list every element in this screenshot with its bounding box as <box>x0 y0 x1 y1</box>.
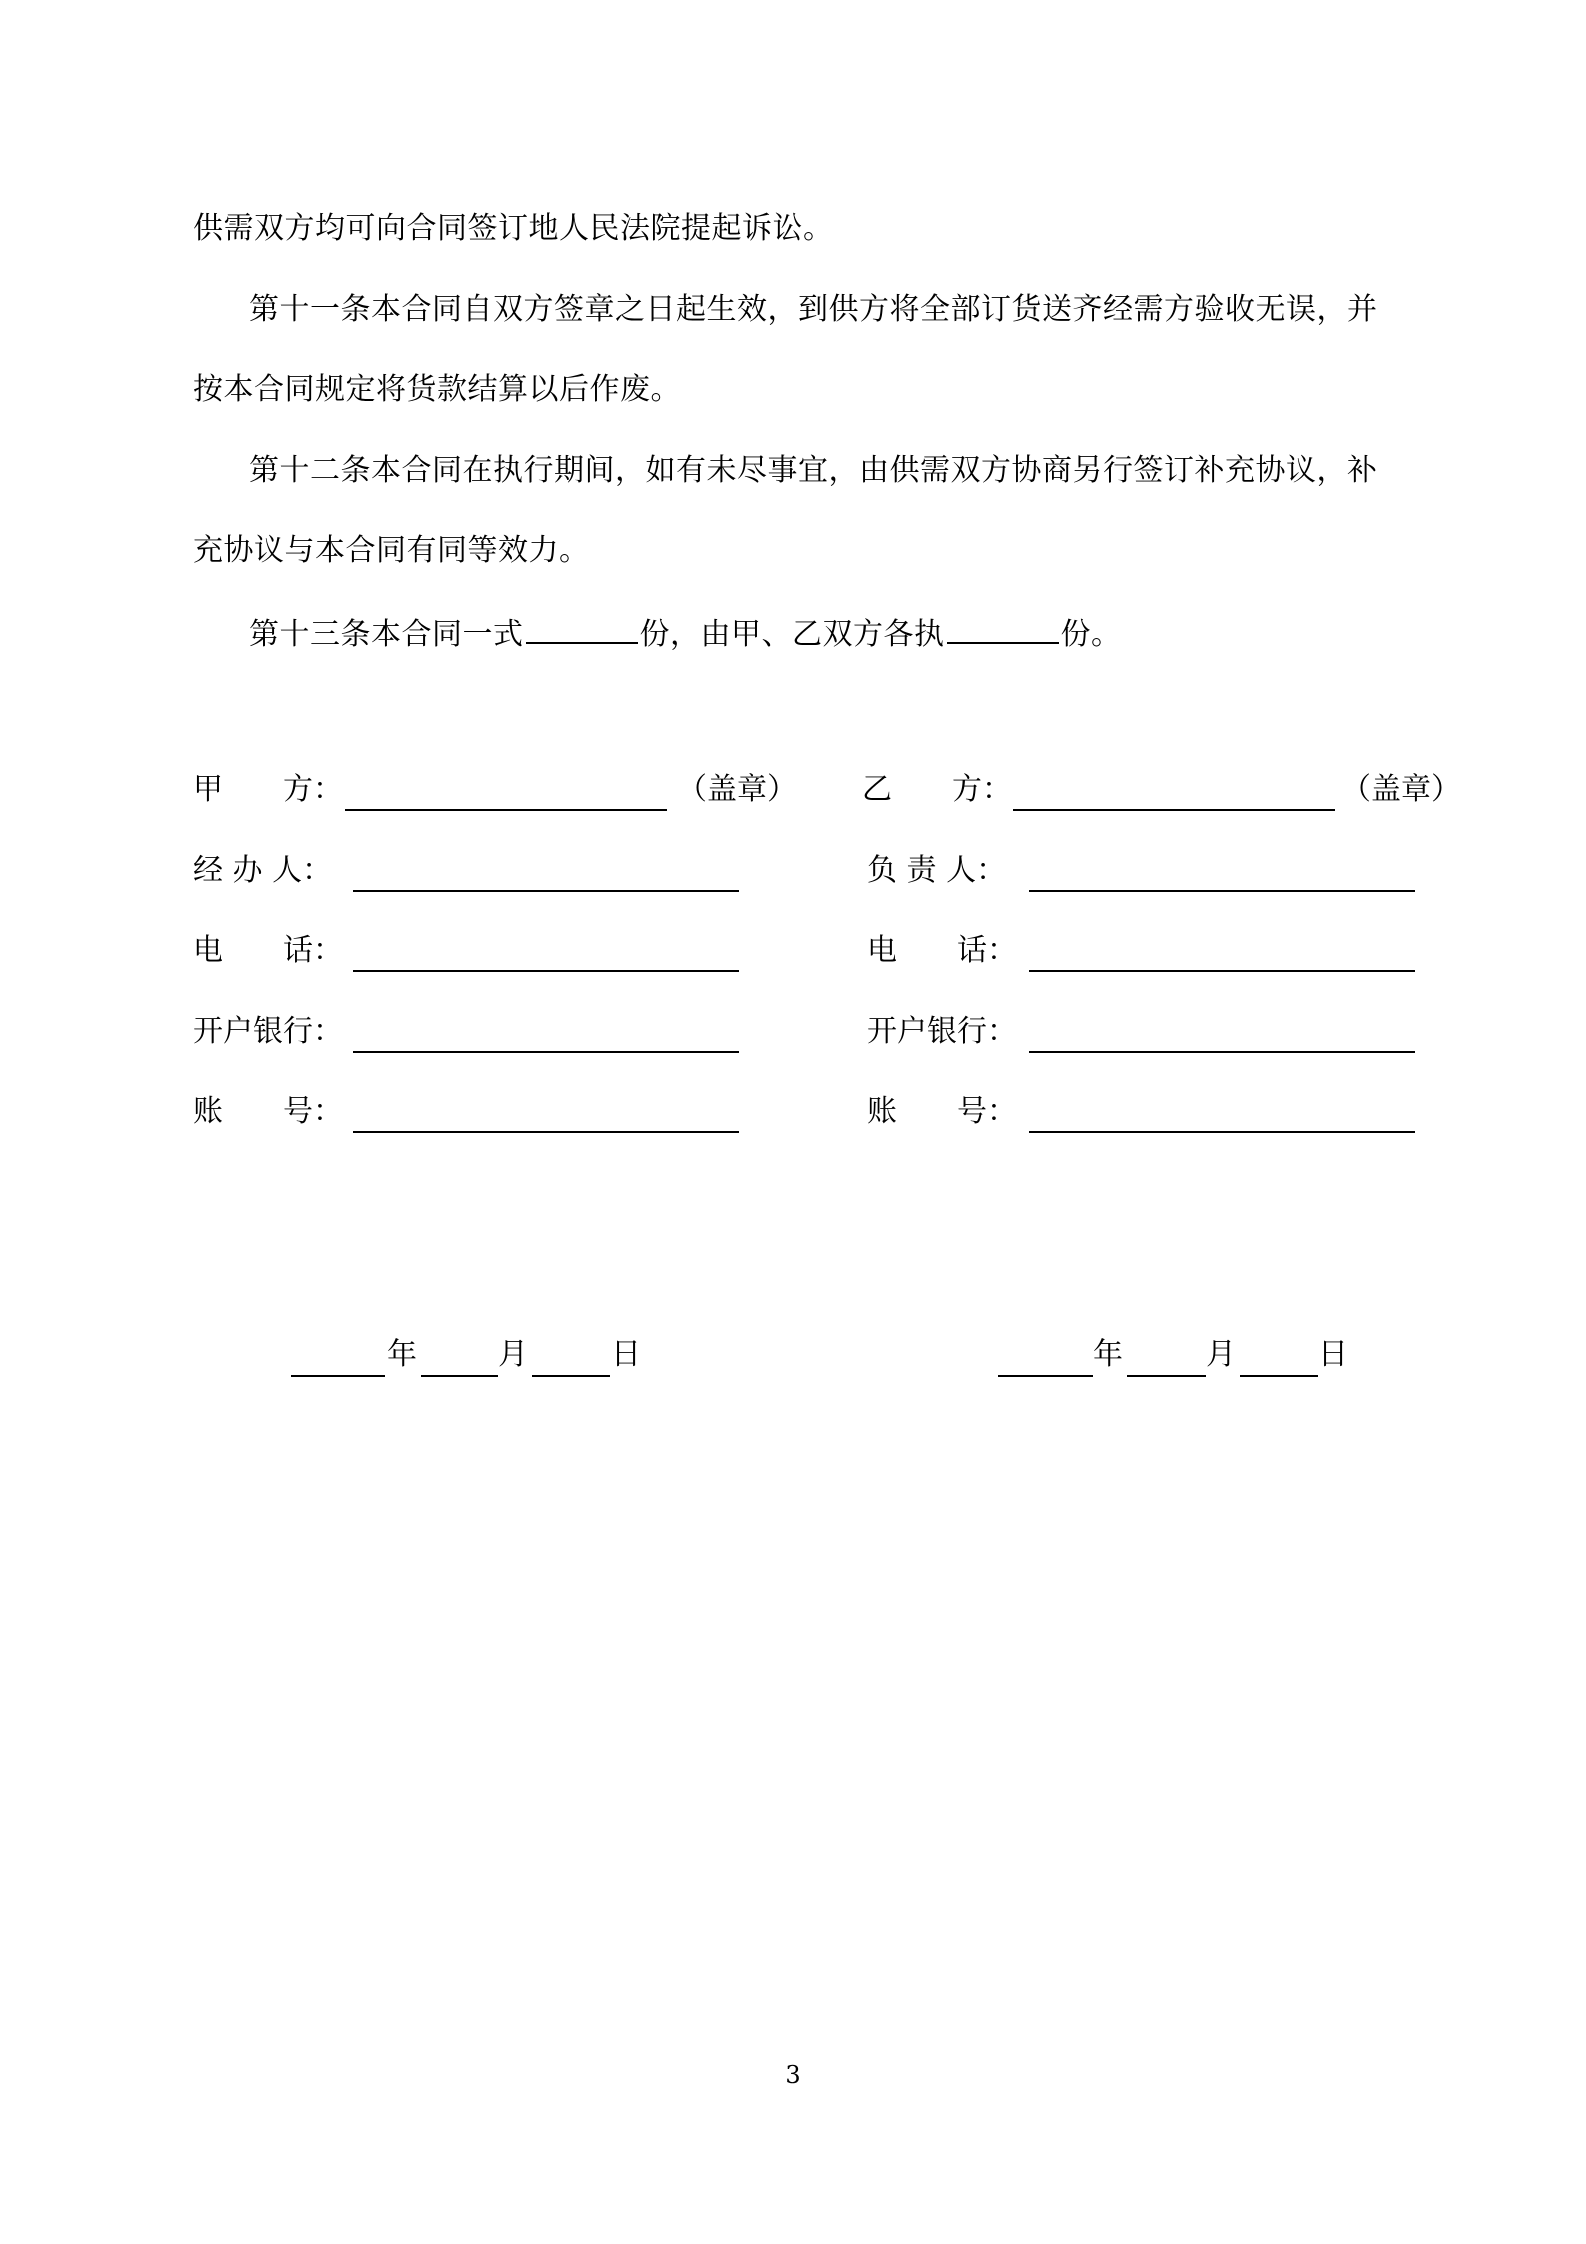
party-b-account-label: 账 号： <box>867 1094 1017 1129</box>
party-b-year-label: 年 <box>1093 1337 1123 1372</box>
party-b-phone-label: 电 话： <box>867 933 1017 968</box>
party-b-seal-label: （盖章） <box>1341 772 1461 807</box>
party-a-agent-label: 经 办 人： <box>193 853 333 888</box>
party-a-name-label: 甲 方： <box>193 772 343 807</box>
article-13-text-1: 本合同一式 <box>371 617 524 652</box>
party-b-bank-label: 开户银行： <box>867 1014 1017 1049</box>
copies-total-blank[interactable] <box>526 612 638 644</box>
article-11-number: 第十一条 <box>249 292 371 327</box>
party-a-agent-line[interactable] <box>353 890 739 892</box>
party-b-name-line[interactable] <box>1013 809 1335 811</box>
article-12-line-1 <box>249 451 1378 491</box>
litigation-clause-text: 供需双方均可向合同签订地人民法院提起诉讼。 <box>193 211 834 246</box>
party-b-year-line[interactable] <box>998 1375 1093 1377</box>
article-12-number: 第十二条 <box>249 453 371 488</box>
party-b-day-line[interactable] <box>1240 1375 1318 1377</box>
litigation-clause-line <box>193 209 834 249</box>
party-a-day-line[interactable] <box>532 1375 610 1377</box>
party-a-phone-label: 电 话： <box>193 933 343 968</box>
article-13-line <box>249 612 1122 655</box>
party-b-name-label: 乙 方： <box>862 772 1012 807</box>
party-b-responsible-label: 负 责 人： <box>867 853 1007 888</box>
article-11-text-2: 按本合同规定将货款结算以后作废。 <box>193 372 681 407</box>
party-a-day-label: 日 <box>611 1337 641 1372</box>
party-a-account-label: 账 号： <box>193 1094 343 1129</box>
party-a-month-line[interactable] <box>421 1375 498 1377</box>
party-a-year-line[interactable] <box>291 1375 385 1377</box>
party-b-month-line[interactable] <box>1127 1375 1206 1377</box>
party-b-phone-line[interactable] <box>1029 970 1415 972</box>
party-a-bank-line[interactable] <box>353 1051 739 1053</box>
party-a-month-label: 月 <box>498 1337 528 1372</box>
party-b-bank-line[interactable] <box>1029 1051 1415 1053</box>
article-13-text-2: 份，由甲、乙双方各执 <box>639 617 945 652</box>
copies-each-blank[interactable] <box>947 612 1059 644</box>
party-a-name-line[interactable] <box>345 809 667 811</box>
party-b-account-line[interactable] <box>1029 1131 1415 1133</box>
article-11-line-2 <box>193 370 681 410</box>
article-12-line-2 <box>193 531 590 571</box>
party-a-year-label: 年 <box>387 1337 417 1372</box>
party-b-month-label: 月 <box>1206 1337 1236 1372</box>
article-11-text-1: 本合同自双方签章之日起生效，到供方将全部订货送齐经需方验收无误，并 <box>371 292 1378 327</box>
party-a-account-line[interactable] <box>353 1131 739 1133</box>
party-a-phone-line[interactable] <box>353 970 739 972</box>
page-number: 3 <box>785 2061 801 2089</box>
article-12-text-2: 充协议与本合同有同等效力。 <box>193 533 590 568</box>
party-a-bank-label: 开户银行： <box>193 1014 343 1049</box>
article-12-text-1: 本合同在执行期间，如有未尽事宜，由供需双方协商另行签订补充协议，补 <box>371 453 1378 488</box>
article-11-line-1 <box>249 290 1378 330</box>
article-13-number: 第十三条 <box>249 617 371 652</box>
party-b-day-label: 日 <box>1318 1337 1348 1372</box>
article-13-text-3: 份。 <box>1060 617 1122 652</box>
party-a-seal-label: （盖章） <box>677 772 797 807</box>
party-b-responsible-line[interactable] <box>1029 890 1415 892</box>
